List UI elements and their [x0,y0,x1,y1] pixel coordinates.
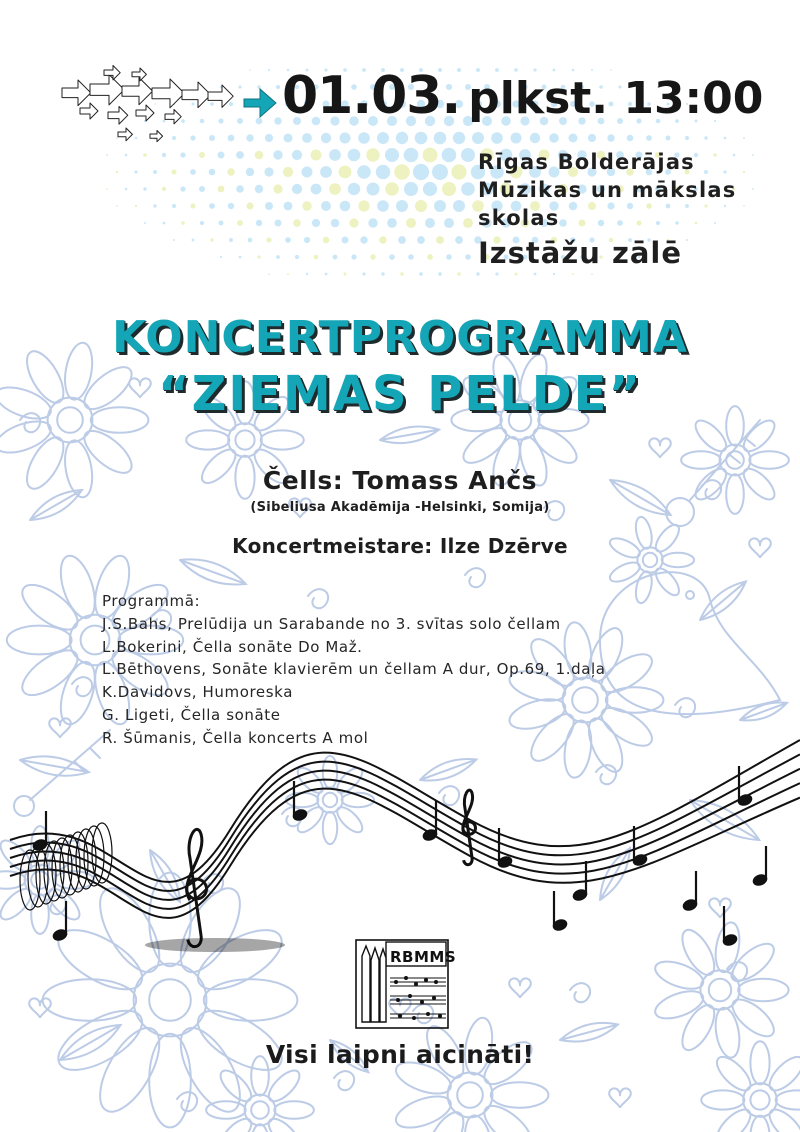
venue-line-1: Rīgas Bolderājas [478,150,695,174]
music-staff-icon [10,740,800,918]
date-time [282,66,763,126]
cellist: Čells: Tomass Ančs [262,466,538,495]
event-time: plkst. 13:00 [468,73,764,124]
cellist-affiliation: (Sibeliusa Akadēmija -Helsinki, Somija) [250,500,550,515]
event-date: 01.03. [282,66,461,126]
accompanist: Koncertmeistare: Ilze Dzērve [232,534,568,558]
music-notes [32,766,769,952]
venue-hall: Izstāžu zālē [478,236,683,270]
program-item: J.S.Bahs, Prelūdija un Sarabande no 3. svītas solo čellam [102,614,561,633]
venue [478,148,736,270]
program-name: “ZIEMAS PELDE” [158,366,642,422]
program-item: G. Ligeti, Čella sonāte [102,705,281,724]
program-item: L.Bokerini, Čella sonāte Do Maž. [102,637,363,656]
school-logo-icon [354,938,457,1032]
program-list [102,590,606,750]
invitation: Visi laipni aicināti! [265,1040,535,1069]
program-item: L.Bēthovens, Sonāte klavierēm un čellam A dur, Op.69, 1.daļa [102,660,606,679]
program-item: R. Šūmanis, Čella koncerts A mol [102,728,369,747]
concert-title: KONCERTPROGRAMMA [112,312,688,363]
venue-line-2: Mūzikas un mākslas [478,178,737,202]
arrow-cluster-icon [62,66,276,142]
program-item: K.Davidovs, Humoreska [102,683,293,702]
venue-line-3: skolas [478,206,560,230]
logo-text: RBMMS [390,948,457,966]
program-heading: Programmā: [102,592,201,610]
